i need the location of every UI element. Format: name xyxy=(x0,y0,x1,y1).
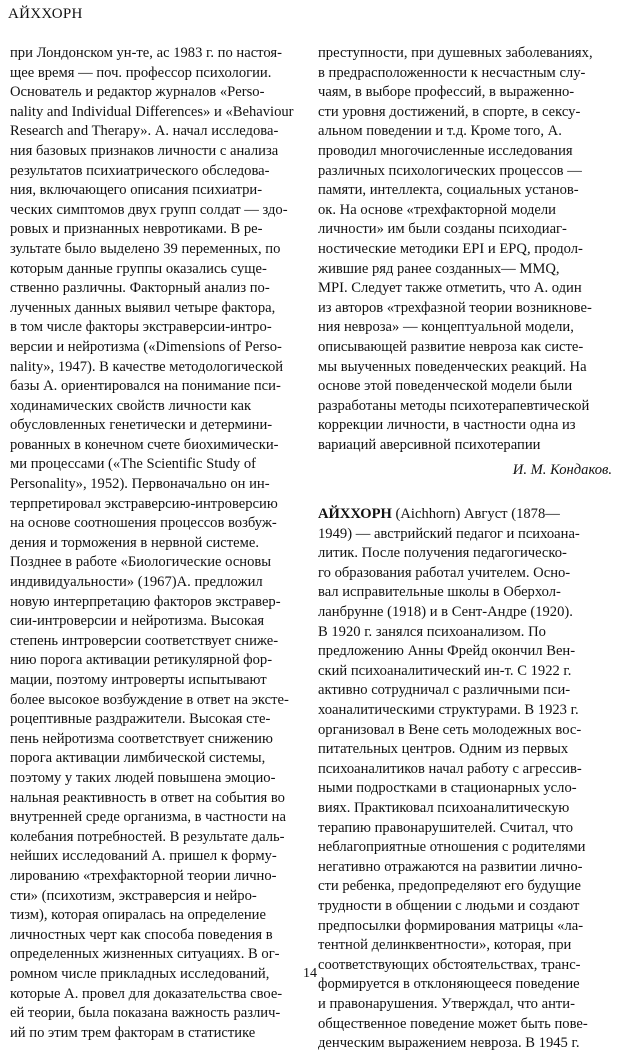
text-line: нальная реактивность в ответ на события во xyxy=(10,789,285,806)
text-line: памяти, интеллекта, социальных установ- xyxy=(318,182,579,199)
text-line: результатов психиатрического обследова- xyxy=(10,162,270,179)
text-line: ский психоаналитический ин-т. С 1922 г. xyxy=(318,662,572,679)
text-line: личностных черт как способа поведения в xyxy=(10,926,273,943)
text-line: Основатель и редактор журналов «Perso- xyxy=(10,84,265,101)
text-line: ок. На основе «трехфакторной модели xyxy=(318,201,556,218)
text-line: формируется в отклоняющееся поведение xyxy=(318,976,580,993)
text-line: порога активации лимбической системы, xyxy=(10,750,266,767)
text-line: более высокое возбуждение в ответ на экстe- xyxy=(10,691,289,708)
text-line: рованных в конечном счете биохимически- xyxy=(10,436,279,453)
text-line: виях. Практиковал психоаналитическую xyxy=(318,799,570,816)
text-line: соответствующих обстоятельствах, транс- xyxy=(318,956,581,973)
text-line: нию порога активации ретикулярной фор- xyxy=(10,652,273,669)
text-line: терапию правонарушителей. Считал, что xyxy=(318,819,573,836)
text-line: пень нейротизма соответствует снижению xyxy=(10,730,273,747)
entry-headword: АЙХХОРН xyxy=(318,506,392,523)
text-line: ей теории, была показана важность различ- xyxy=(10,1005,281,1022)
text-line: вал исправительные школы в Оберхол- xyxy=(318,584,561,601)
text-line: версии и нейротизма («Dimensions of Perso- xyxy=(10,338,282,355)
text-line: зультате было выделено 39 переменных, по xyxy=(10,240,281,257)
text-line: щее время — поч. профессор психологии. xyxy=(10,64,272,81)
text-line: ния базовых признаков личности с анализа xyxy=(10,142,279,159)
text-line: колебания потребностей. В результате даль- xyxy=(10,828,285,845)
text-line: ланбрунне (1918) и в Сент-Андре (1920). xyxy=(318,604,573,621)
text-line: ния невроза» — концептуальной модели, xyxy=(318,319,574,336)
text-line: разработаны методы психотерапевтической xyxy=(318,397,590,414)
text-line: ромном числе прикладных исследований, xyxy=(10,965,270,982)
text-line: терпретировал экстраверсию-интроверсию xyxy=(10,495,278,512)
entry-first-line xyxy=(318,505,614,525)
text-line: нейших исследований А. пришел к форму- xyxy=(10,848,277,865)
author-signature: И. М. Кондаков. xyxy=(512,462,612,479)
text-line: В 1920 г. занялся психоанализом. По xyxy=(318,623,546,640)
text-line: новую интерпретацию факторов экстравер- xyxy=(10,593,281,610)
text-line: литик. После получения педагогическо- xyxy=(318,545,567,562)
text-line: базы А. ориентировался на понимание пси- xyxy=(10,378,281,395)
running-head: АЙХХОРН xyxy=(8,6,83,22)
text-line: на основе соотношения процессов возбуж- xyxy=(10,515,277,532)
text-line: из авторов «трехфазной теории возникнове- xyxy=(318,299,592,316)
text-line: индивидуальности» (1967)А. предложил xyxy=(10,574,263,591)
text-line: неблагоприятные отношения с родителями xyxy=(318,839,586,856)
text-line: альном поведении и т.д. Кроме того, А. xyxy=(318,123,562,140)
text-line: ностические методики EPI и EPQ, продол- xyxy=(318,240,583,257)
text-line: предпосылки формирования матрицы «ла- xyxy=(318,917,584,934)
text-line: роцептивные раздражители. Высокая сте- xyxy=(10,711,271,728)
text-line: которые А. провел для доказательства свое- xyxy=(10,985,283,1002)
text-line: MPI. Следует также отметить, что А. один xyxy=(318,280,582,297)
text-line: дения и торможения в нервной системе. xyxy=(10,534,259,551)
text-line: которым данные группы оказались суще- xyxy=(10,260,267,277)
text-line: основе этой поведенческой модели были xyxy=(318,378,573,395)
text-line: психоаналитиков начал работу с агрессив- xyxy=(318,760,582,777)
text-line: мации, поэтому интроверты испытывают xyxy=(10,672,267,688)
text-line: предложению Анны Фрейд окончил Вен- xyxy=(318,643,576,660)
text-line: и правонарушения. Утверждал, что анти- xyxy=(318,995,575,1012)
text-line: сти» (психотизм, экстраверсия и нейро- xyxy=(10,887,257,904)
text-line: лированию «трехфакторной теории лично- xyxy=(10,867,277,884)
text-line: организовал в Вене сеть молодежных вос- xyxy=(318,721,582,738)
text-line: ственно различны. Факторный анализ по- xyxy=(10,280,270,297)
text-line: проводил многочисленные исследования xyxy=(318,142,573,159)
text-line: тизм), которая опиралась на определение xyxy=(10,907,266,924)
text-line: nality», 1947). В качестве методологической xyxy=(10,358,284,375)
text-line: внутренней среде организма, в частности на xyxy=(10,809,286,826)
text-line: при Лондонском ун-те, ас 1983 г. по настоя- xyxy=(10,45,282,61)
text-line: в предрасположенности к несчастным слу- xyxy=(318,64,586,81)
text-line: поэтому у таких людей повышена эмоцио- xyxy=(10,769,276,786)
text-line: ния, включающего описания психиатри- xyxy=(10,182,263,199)
text-line: личности» им были созданы психодиаг- xyxy=(318,221,567,238)
text-line: тентной делинквентности», которая, при xyxy=(318,937,572,954)
text-line: ходинамических свойств личности как xyxy=(10,397,252,414)
text-line: Personality», 1952). Первоначально он ин- xyxy=(10,476,270,493)
text-line: nality and Individual Differences» и «Behaviour xyxy=(10,103,294,120)
text-line: Research and Therapy». А. начал исследова- xyxy=(10,123,279,140)
text-line: обусловленных генетически и детермини- xyxy=(10,417,273,434)
text-line: ческих симптомов двух групп солдат — здо- xyxy=(10,201,288,218)
text-line: жившие ряд ранее созданных— MMQ, xyxy=(318,260,560,277)
text-line: описывающей развитие невроза как систе- xyxy=(318,338,584,355)
text-line: активно сотрудничал с различными пси- xyxy=(318,682,571,699)
text-line: 1949) — австрийский педагог и психоана- xyxy=(318,525,580,542)
text-line: в том числе факторы экстраверсии-интро- xyxy=(10,319,272,336)
right-column-continuation xyxy=(318,44,614,455)
text-line: чаям, в выборе профессий, в выраженно- xyxy=(318,84,575,101)
text-line: трудности в общении с людьми и создают xyxy=(318,897,580,914)
text-line: преступности, при душевных заболеваниях, xyxy=(318,45,593,61)
text-line: вариаций аверсивной психотерапии xyxy=(318,436,541,453)
text-line: лученных данных выявил четыре фактора, xyxy=(10,299,276,316)
text-line: ий по этим трем факторам в статистике xyxy=(10,1024,256,1041)
text-line: сти уровня достижений, в спорте, в сексу- xyxy=(318,103,581,120)
text-line: питательных центров. Одним из первых xyxy=(318,741,569,758)
left-column xyxy=(10,44,300,1043)
text-line: сти ребенка, предопределяют его будущие xyxy=(318,878,581,895)
text-line: сии-интроверсии и нейротизма. Высокая xyxy=(10,613,265,630)
text-line: хоаналитическими структурами. В 1923 г. xyxy=(318,702,579,718)
text-line: определенных жизненных ситуациях. В ог- xyxy=(10,946,280,963)
text-line: степень интроверсии соответствует сниже- xyxy=(10,632,279,649)
right-column xyxy=(318,44,614,1054)
text-line: го образования работал учителем. Осно- xyxy=(318,564,571,581)
text-line: мы выученных поведенческих реакций. На xyxy=(318,358,587,375)
text-line: ми процессами («The Scientific Study of xyxy=(10,456,256,473)
text-line: коррекции личности, в частности одна из xyxy=(318,417,576,434)
text-line: общественное поведение может быть пове- xyxy=(318,1015,588,1032)
text-line: денческим выражением невроза. В 1945 г. xyxy=(318,1035,580,1052)
text-line: различных психологических процессов — xyxy=(318,162,582,179)
text-line: ровых и признанных невротиками. В ре- xyxy=(10,221,263,238)
text-line: Позднее в работе «Биологические основы xyxy=(10,554,272,571)
page-number: 14 xyxy=(303,966,317,981)
text-line: ными подростками в стационарных усло- xyxy=(318,780,577,797)
text-line: негативно отражаются на развитии лично- xyxy=(318,858,583,875)
entry-first-line-rest: (Aichhorn) Август (1878— xyxy=(391,506,560,523)
